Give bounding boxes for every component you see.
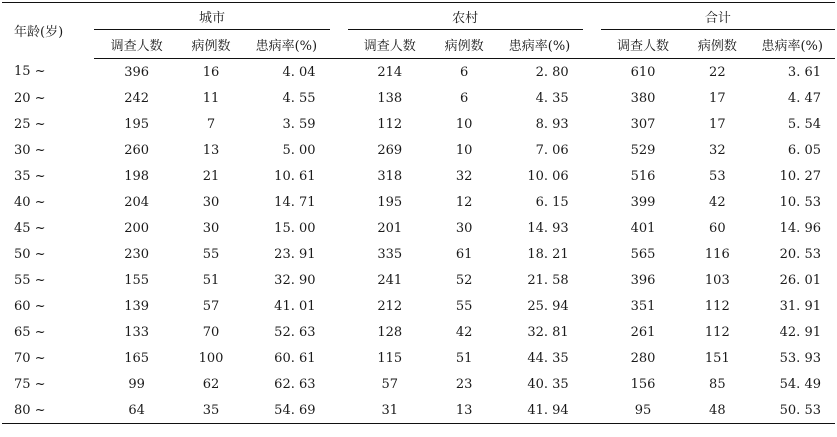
table-row xyxy=(2,319,835,345)
rural-rate-cell: 4. 35 xyxy=(535,90,569,106)
total-surveyed-cell: 280 xyxy=(630,350,656,366)
city-surveyed-cell: 195 xyxy=(124,116,150,132)
rural-cases-cell: 55 xyxy=(455,298,473,314)
rural-surveyed-cell: 31 xyxy=(348,397,432,424)
rural-rate-cell: 44. 35 xyxy=(527,350,569,366)
table-row xyxy=(2,59,835,86)
total-cases-cell: 48 xyxy=(685,397,749,424)
subheader-cases: 病例数 xyxy=(432,30,496,59)
total-cases-cell: 53 xyxy=(709,168,726,184)
city-cases-cell: 62 xyxy=(202,376,220,392)
prevalence-table xyxy=(2,2,835,424)
rural-surveyed-cell: 318 xyxy=(377,168,403,184)
age-group-cell: 25 ~ xyxy=(14,116,46,132)
total-cases-cell: 103 xyxy=(704,272,730,288)
city-cases-cell: 30 xyxy=(202,194,220,210)
rural-rate-cell: 8. 93 xyxy=(535,116,569,132)
city-rate-cell: 4. 55 xyxy=(282,90,316,106)
subheader-rate: 患病率(%) xyxy=(243,30,329,59)
city-cases-cell: 70 xyxy=(202,324,220,340)
city-cases-cell: 35 xyxy=(179,397,243,424)
city-cases-cell: 7 xyxy=(206,116,216,132)
rural-cases-cell: 32 xyxy=(455,168,473,184)
age-group-cell: 70 ~ xyxy=(14,350,46,366)
rural-rate-cell: 41. 94 xyxy=(496,397,582,424)
total-cases-cell: 32 xyxy=(709,142,726,158)
rural-cases-cell: 10 xyxy=(455,116,473,132)
total-cases-cell: 42 xyxy=(709,194,726,210)
rural-rate-cell: 32. 81 xyxy=(527,324,569,340)
total-rate-cell: 10. 53 xyxy=(779,194,821,210)
total-surveyed-cell: 380 xyxy=(630,90,656,106)
city-cases-cell: 57 xyxy=(202,298,220,314)
table-row xyxy=(2,241,835,267)
table-row xyxy=(2,85,835,111)
city-rate-cell: 54. 69 xyxy=(243,397,329,424)
total-surveyed-cell: 307 xyxy=(630,116,656,132)
total-cases-cell: 17 xyxy=(709,90,726,106)
total-surveyed-cell: 529 xyxy=(630,142,656,158)
city-cases-cell: 51 xyxy=(202,272,220,288)
city-surveyed-cell: 133 xyxy=(124,324,150,340)
total-rate-cell: 10. 27 xyxy=(779,168,821,184)
rural-surveyed-cell: 214 xyxy=(377,64,403,80)
city-rate-cell: 15. 00 xyxy=(274,220,316,236)
city-rate-cell: 62. 63 xyxy=(274,376,316,392)
rural-surveyed-cell: 201 xyxy=(377,220,403,236)
total-cases-cell: 85 xyxy=(709,376,726,392)
rural-cases-cell: 10 xyxy=(455,142,473,158)
total-surveyed-cell: 261 xyxy=(630,324,656,340)
rural-rate-cell: 10. 06 xyxy=(527,168,569,184)
total-surveyed-cell: 516 xyxy=(630,168,656,184)
total-cases-cell: 116 xyxy=(704,246,730,262)
rural-cases-cell: 42 xyxy=(455,324,473,340)
age-group-cell: 40 ~ xyxy=(14,194,46,210)
rural-rate-cell: 14. 93 xyxy=(527,220,569,236)
city-rate-cell: 32. 90 xyxy=(274,272,316,288)
rural-cases-cell: 61 xyxy=(455,246,473,262)
city-surveyed-cell: 139 xyxy=(124,298,150,314)
table-row xyxy=(2,293,835,319)
table-row xyxy=(2,215,835,241)
city-rate-cell: 23. 91 xyxy=(274,246,316,262)
subheader-rate: 患病率(%) xyxy=(749,30,835,59)
total-rate-cell: 14. 96 xyxy=(779,220,821,236)
city-surveyed-cell: 204 xyxy=(124,194,150,210)
city-cases-cell: 21 xyxy=(202,168,220,184)
city-cases-cell: 100 xyxy=(198,350,224,366)
city-surveyed-cell: 155 xyxy=(124,272,150,288)
city-cases-cell: 11 xyxy=(202,90,220,106)
city-rate-cell: 60. 61 xyxy=(274,350,316,366)
age-group-cell: 45 ~ xyxy=(14,220,46,236)
total-rate-cell: 4. 47 xyxy=(787,90,821,106)
city-surveyed-cell: 230 xyxy=(124,246,150,262)
total-surveyed-cell: 610 xyxy=(630,64,656,80)
city-cases-cell: 30 xyxy=(202,220,220,236)
total-surveyed-cell: 565 xyxy=(630,246,656,262)
city-rate-cell: 3. 59 xyxy=(282,116,316,132)
group-header-city: 城市 xyxy=(94,3,329,30)
age-group-cell: 20 ~ xyxy=(14,90,46,106)
group-header-rural: 农村 xyxy=(348,3,583,30)
city-surveyed-cell: 242 xyxy=(124,90,150,106)
rural-rate-cell: 40. 35 xyxy=(527,376,569,392)
rural-surveyed-cell: 241 xyxy=(377,272,403,288)
city-cases-cell: 55 xyxy=(202,246,220,262)
total-surveyed-cell: 351 xyxy=(630,298,656,314)
subheader-rate: 患病率(%) xyxy=(496,30,582,59)
city-rate-cell: 10. 61 xyxy=(274,168,316,184)
total-cases-cell: 112 xyxy=(704,298,730,314)
city-rate-cell: 14. 71 xyxy=(274,194,316,210)
rural-surveyed-cell: 115 xyxy=(377,350,403,366)
table-row xyxy=(2,111,835,137)
rural-cases-cell: 30 xyxy=(455,220,473,236)
subheader-surveyed: 调查人数 xyxy=(94,30,178,59)
age-header: 年龄(岁) xyxy=(2,3,94,59)
table-row xyxy=(2,137,835,163)
total-rate-cell: 26. 01 xyxy=(779,272,821,288)
rural-surveyed-cell: 128 xyxy=(377,324,403,340)
city-surveyed-cell: 396 xyxy=(124,64,150,80)
rural-cases-cell: 51 xyxy=(455,350,473,366)
rural-rate-cell: 7. 06 xyxy=(535,142,569,158)
age-group-cell: 75 ~ xyxy=(14,376,46,392)
city-rate-cell: 4. 04 xyxy=(282,64,316,80)
age-group-cell: 80 ~ xyxy=(2,397,94,424)
city-surveyed-cell: 64 xyxy=(94,397,178,424)
total-cases-cell: 17 xyxy=(709,116,726,132)
age-group-cell: 35 ~ xyxy=(14,168,46,184)
total-rate-cell: 53. 93 xyxy=(779,350,821,366)
age-group-cell: 65 ~ xyxy=(14,324,46,340)
table-row xyxy=(2,189,835,215)
total-surveyed-cell: 396 xyxy=(630,272,656,288)
city-cases-cell: 13 xyxy=(202,142,220,158)
city-rate-cell: 5. 00 xyxy=(282,142,316,158)
total-surveyed-cell: 156 xyxy=(630,376,656,392)
total-cases-cell: 22 xyxy=(709,64,726,80)
rural-cases-cell: 6 xyxy=(460,64,469,80)
rural-surveyed-cell: 269 xyxy=(377,142,403,158)
rural-cases-cell: 23 xyxy=(455,376,473,392)
table-body xyxy=(2,59,835,424)
subheader-surveyed: 调查人数 xyxy=(348,30,432,59)
rural-surveyed-cell: 212 xyxy=(377,298,403,314)
rural-surveyed-cell: 57 xyxy=(381,376,399,392)
table-row xyxy=(2,163,835,189)
age-group-cell: 60 ~ xyxy=(14,298,46,314)
total-surveyed-cell: 95 xyxy=(601,397,685,424)
rural-rate-cell: 6. 15 xyxy=(535,194,569,210)
table-row xyxy=(2,397,835,424)
rural-rate-cell: 2. 80 xyxy=(535,64,569,80)
city-rate-cell: 41. 01 xyxy=(274,298,316,314)
rural-cases-cell: 12 xyxy=(455,194,473,210)
total-rate-cell: 54. 49 xyxy=(779,376,821,392)
rural-surveyed-cell: 195 xyxy=(377,194,403,210)
rural-rate-cell: 18. 21 xyxy=(527,246,569,262)
rural-cases-cell: 52 xyxy=(455,272,473,288)
total-rate-cell: 6. 05 xyxy=(787,142,821,158)
total-rate-cell: 31. 91 xyxy=(779,298,821,314)
total-surveyed-cell: 401 xyxy=(630,220,656,236)
total-rate-cell: 20. 53 xyxy=(779,246,821,262)
city-surveyed-cell: 99 xyxy=(128,376,145,392)
total-rate-cell: 3. 61 xyxy=(787,64,821,80)
total-rate-cell: 50. 53 xyxy=(749,397,835,424)
total-cases-cell: 60 xyxy=(709,220,726,236)
age-group-cell: 50 ~ xyxy=(14,246,46,262)
age-group-cell: 55 ~ xyxy=(14,272,46,288)
rural-cases-cell: 6 xyxy=(460,90,469,106)
subheader-cases: 病例数 xyxy=(685,30,749,59)
city-rate-cell: 52. 63 xyxy=(274,324,316,340)
rural-rate-cell: 21. 58 xyxy=(527,272,569,288)
total-cases-cell: 112 xyxy=(704,324,730,340)
city-cases-cell: 16 xyxy=(202,64,220,80)
rural-surveyed-cell: 112 xyxy=(377,116,403,132)
table-row xyxy=(2,371,835,397)
table-row xyxy=(2,345,835,371)
city-surveyed-cell: 260 xyxy=(124,142,150,158)
city-surveyed-cell: 165 xyxy=(124,350,150,366)
age-group-cell: 30 ~ xyxy=(14,142,46,158)
rural-surveyed-cell: 138 xyxy=(377,90,403,106)
subheader-surveyed: 调查人数 xyxy=(601,30,685,59)
total-surveyed-cell: 399 xyxy=(630,194,656,210)
subheader-cases: 病例数 xyxy=(179,30,243,59)
rural-cases-cell: 13 xyxy=(432,397,496,424)
total-rate-cell: 42. 91 xyxy=(779,324,821,340)
group-header-total: 合计 xyxy=(601,3,835,30)
city-surveyed-cell: 198 xyxy=(124,168,150,184)
rural-rate-cell: 25. 94 xyxy=(527,298,569,314)
city-surveyed-cell: 200 xyxy=(124,220,150,236)
total-rate-cell: 5. 54 xyxy=(787,116,821,132)
age-group-cell: 15 ~ xyxy=(14,64,46,80)
table-row xyxy=(2,267,835,293)
total-cases-cell: 151 xyxy=(704,350,730,366)
rural-surveyed-cell: 335 xyxy=(377,246,403,262)
